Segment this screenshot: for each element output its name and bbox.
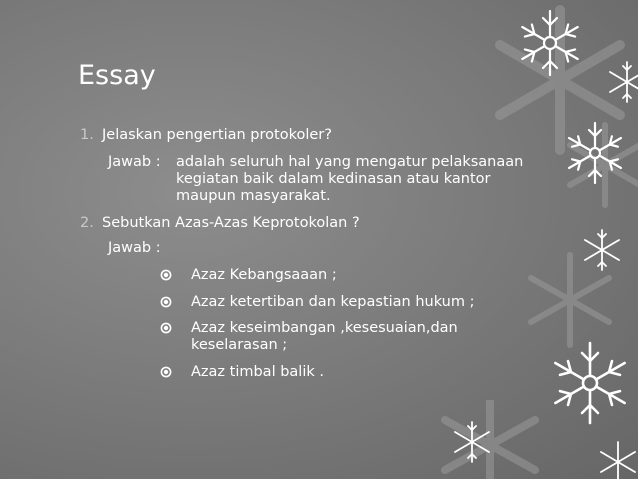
- bullet-item: Azaz timbal balik .: [191, 364, 324, 380]
- bullet-item: Azaz ketertiban dan kepastian hukum ;: [191, 294, 475, 310]
- snowflake-icon: [596, 440, 638, 479]
- question-2-number: 2.: [80, 215, 94, 231]
- snowflake-icon: [450, 420, 494, 464]
- question-1-text: Jelaskan pengertian protokoler?: [102, 127, 332, 143]
- snowflake-icon: [545, 338, 635, 428]
- answer-1-line: maupun masyarakat.: [176, 188, 331, 204]
- circled-bullet-icon: [160, 322, 172, 334]
- question-2-text: Sebutkan Azas-Azas Keprotokolan ?: [102, 215, 360, 231]
- bullet-item: Azaz keseimbangan ,kesesuaian,dan: [191, 320, 458, 336]
- circled-bullet-icon: [160, 269, 172, 281]
- answer-1-line: adalah seluruh hal yang mengatur pelaksanaan: [176, 154, 524, 170]
- bullet-item: Azaz Kebangsaaan ;: [191, 267, 337, 283]
- answer-1-line: kegiatan baik dalam kedinasan atau kantor: [176, 171, 491, 187]
- circled-bullet-icon: [160, 366, 172, 378]
- snowflake-icon: [560, 118, 630, 188]
- snowflake-icon: [605, 60, 638, 104]
- snowflake-icon: [515, 8, 585, 78]
- question-1-number: 1.: [80, 127, 94, 143]
- answer-1-prefix: Jawab :: [108, 154, 161, 170]
- bullet-item-continuation: keselarasan ;: [191, 337, 288, 353]
- snowflake-icon: [580, 228, 624, 272]
- slide-title: Essay: [78, 60, 156, 91]
- answer-2-prefix: Jawab :: [108, 240, 161, 256]
- circled-bullet-icon: [160, 296, 172, 308]
